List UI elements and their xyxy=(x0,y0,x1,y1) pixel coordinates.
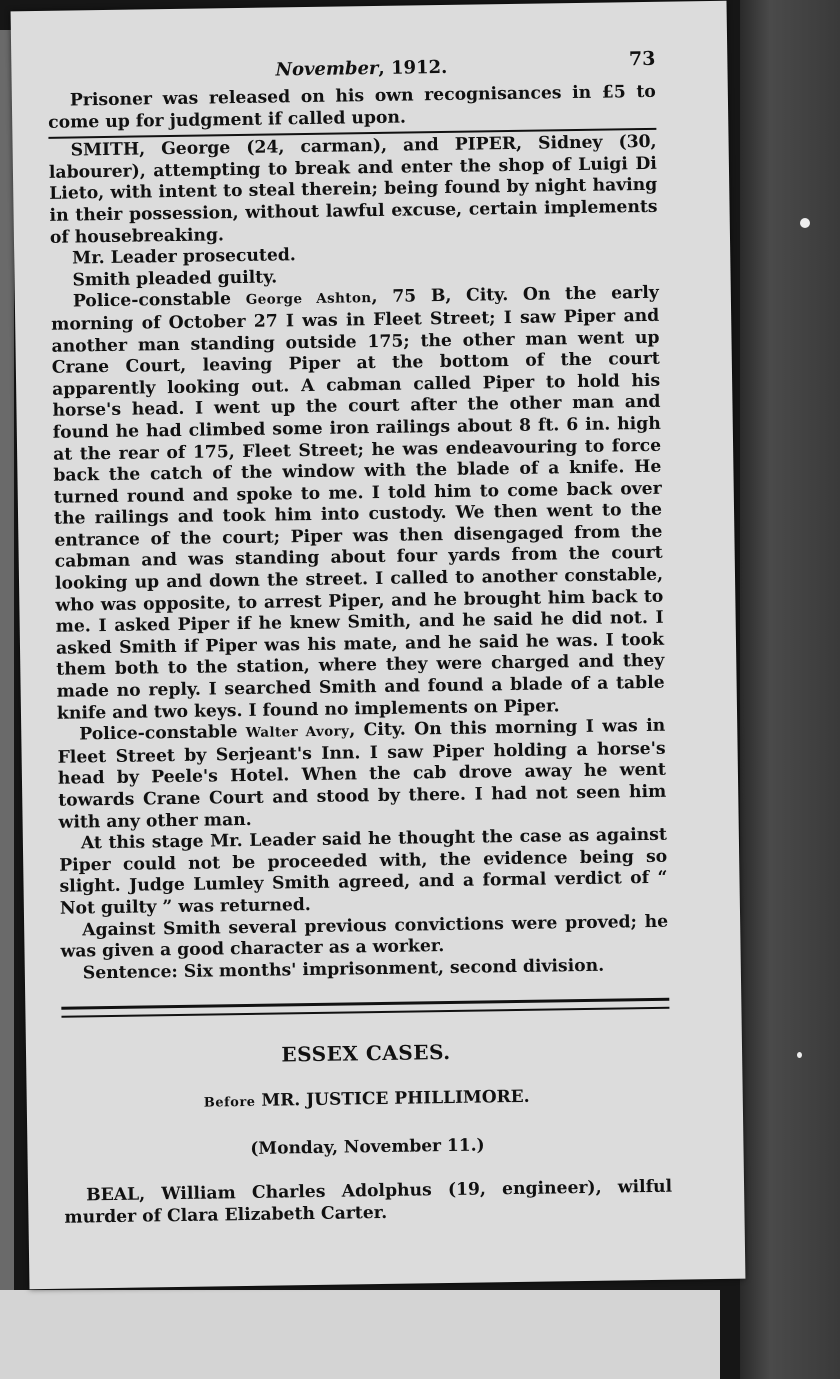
paragraph-prosecution: Mr. Leader prosecuted. xyxy=(72,245,296,269)
paragraph-sentence: Sentence: Six months' imprisonment, second division. xyxy=(82,955,605,984)
page-content xyxy=(47,47,673,1229)
testimony-prefix: Police-constable xyxy=(79,722,247,745)
before-label: Before xyxy=(203,1095,256,1111)
header-month: November xyxy=(275,57,379,81)
witness-name: George Ashton xyxy=(245,290,372,309)
sitting-date: (Monday, November 11.) xyxy=(250,1135,485,1160)
paragraph-case-heading: SMITH, George (24, carman), and PIPER, Sidney (30, labourer), attempting to break and enter the shop of Luigi Di Lieto, with intent to steal therein; being found by night having in their possession, without lawful excuse, certain implements of housebreaking. xyxy=(48,132,658,248)
paragraph-case-beal: BEAL, William Charles Adolphus (19, engineer), wilful murder of Clara Elizabeth Carter. xyxy=(64,1177,673,1228)
section-divider xyxy=(61,998,669,1018)
film-speck xyxy=(800,218,810,228)
paragraph-verdict: At this stage Mr. Leader said he thought the case as against Piper could not be proceeded with, the evidence being so slight. Judge Lumley Smith agreed, and a formal verdict of “ Not guilty ” was returned. xyxy=(59,824,668,919)
paragraph-testimony-ashton xyxy=(51,283,665,725)
witness-name: Walter Avory xyxy=(245,723,350,742)
paragraph-testimony-avory xyxy=(57,716,667,834)
judge-name: MR. JUSTICE PHILLIMORE. xyxy=(255,1087,530,1112)
testimony-text: , 75 B, City. On the early morning of October 27 I was in Fleet Street; I saw Piper and another man standing outside 175; the other man went up Crane Court, leaving Piper at the bottom of the court apparently looking out. A cabman called Piper to hold his horse's head. I went up the court after the other man and found he had climbed some iron railings about 8 ft. 6 in. high at the rear of 175, Fleet Street; he was endeavouring to force back the catch of the window with the blade of a knife. He turned round and spoke to me. I told him to come back over the railings and took him into custody. We then went to the entrance of the court; Piper was then disengaged from the cabman and was standing about four yards from the court looking up and down the street. I called to another constable, who was opposite, to arrest Piper, and he brought him back to me. I asked Piper if he knew Smith, and he said he did not. I asked Smith if Piper was his mate, and he said he was. I took them both to the station, where they were charged and they made no reply. I searched Smith and found a blade of a table knife and two keys. I found no implements on Piper. xyxy=(51,283,665,724)
book-page xyxy=(11,1,746,1289)
film-border-right xyxy=(740,0,840,1379)
paragraph-prior-case-outcome: Prisoner was released on his own recognisances in £5 to come up for judgment if called upon. xyxy=(48,81,656,133)
paragraph-plea: Smith pleaded guilty. xyxy=(72,267,278,291)
section-title: ESSEX CASES. xyxy=(281,1040,451,1067)
testimony-prefix: Police-constable xyxy=(72,289,246,312)
header-year: , 1912. xyxy=(378,56,448,79)
paper-below-page xyxy=(0,1290,720,1379)
page-number: 73 xyxy=(628,47,656,71)
testimony-text: , City. On this morning I was in Fleet Street by Serjeant's Inn. I saw Piper holding a horse's head by Peele's Hotel. When the cab drove away he went towards Crane Court and stood by there. I had not seen him with any other man. xyxy=(57,715,667,833)
judge-line xyxy=(63,1085,671,1114)
paragraph-convictions: Against Smith several previous convictions were proved; he was given a good character as a worker. xyxy=(60,911,669,962)
facing-page-edge xyxy=(0,30,14,1290)
film-speck xyxy=(797,1052,802,1058)
